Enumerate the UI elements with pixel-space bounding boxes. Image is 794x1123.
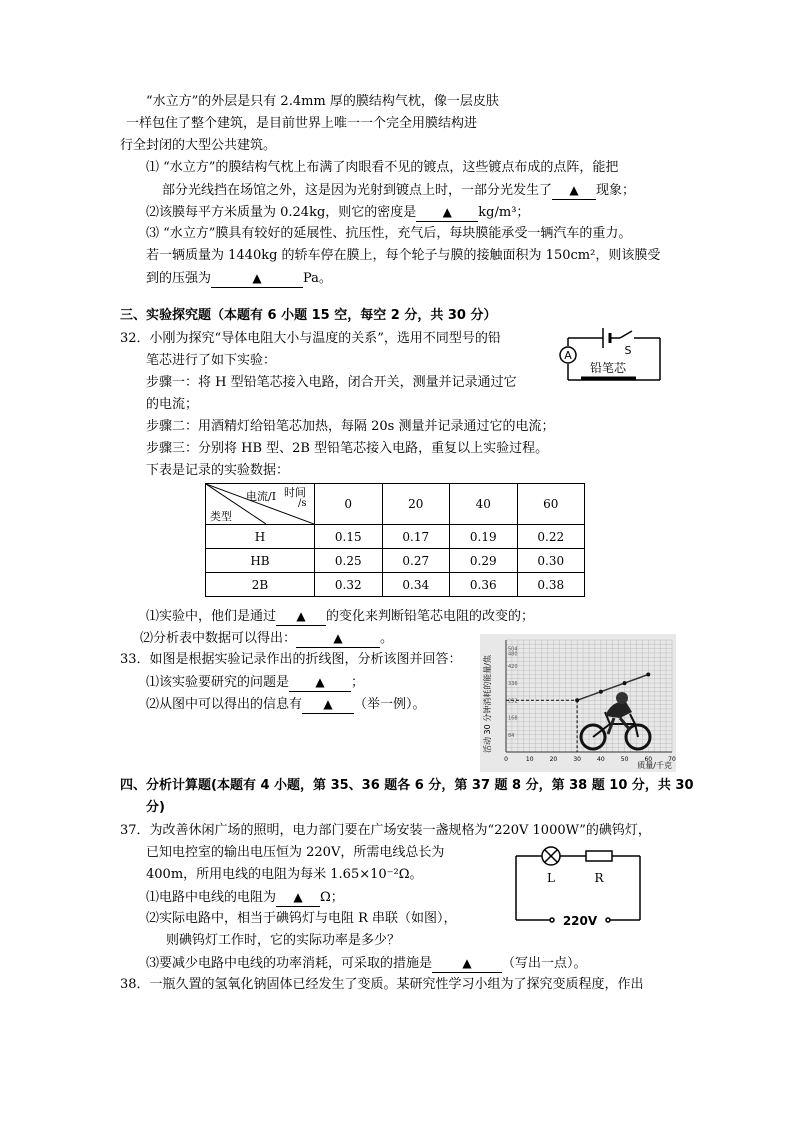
q32-line-5: 步骤二：用酒精灯给铅笔芯加热，每隔 20s 测量并记录通过它的电流；: [146, 419, 555, 434]
x-tick-label: 60: [644, 756, 653, 763]
intro-line-1: “水立方”的外层是只有 2.4mm 厚的膜结构气枕，像一层皮肤: [146, 94, 499, 109]
answer-blank[interactable]: [211, 270, 303, 288]
ammeter-label: A: [564, 349, 572, 362]
q32-line-4: 的电流；: [146, 397, 199, 412]
table-cell: 0.30: [517, 549, 585, 573]
table-cell: 0.38: [517, 573, 585, 597]
q32-line-7: 下表是记录的实验数据：: [146, 463, 290, 478]
table-cell: 0.29: [450, 549, 518, 573]
triangle-marker-icon: ▲: [333, 631, 343, 645]
answer-blank[interactable]: [276, 608, 326, 626]
table-cell: 0.22: [517, 525, 585, 549]
q33-a2-text: ⑵从图中可以得出的信息有: [146, 697, 303, 712]
row-type: H: [206, 525, 315, 549]
triangle-marker-icon: ▲: [296, 609, 306, 623]
intro-q3-text: 到的压强为: [146, 271, 212, 286]
triangle-marker-icon: ▲: [315, 675, 325, 689]
section-4-heading-2: 分): [146, 800, 165, 815]
table-cell: 0.34: [382, 573, 450, 597]
q37-answer-3: [146, 955, 587, 973]
table-row: [206, 525, 585, 549]
q33-line-1: 33．如图是根据实验记录作出的折线图，分析该图并回答：: [120, 652, 462, 667]
section-4-heading-1: 四、分析计算题(本题有 4 小题，第 35、36 题各 6 分，第 37 题 8 分，第 38 题 10 分，共 30: [120, 778, 694, 793]
answer-blank[interactable]: [552, 182, 596, 200]
data-point: [599, 690, 603, 694]
answer-blank[interactable]: [289, 674, 351, 692]
answer-blank[interactable]: [432, 955, 502, 973]
q32-a2-suffix: 。: [380, 631, 394, 646]
table-cell: 0.25: [315, 549, 383, 573]
q37-answer-2-line-a: ⑵实际电路中，相当于碘钨灯与电阻 R 串联（如图），: [146, 911, 457, 926]
table-cell: 0.27: [382, 549, 450, 573]
q33-a1-suffix: ；: [351, 675, 365, 690]
section-3-heading: 三、实验探究题（本题有 6 小题 15 空，每空 2 分，共 30 分）: [120, 308, 497, 323]
y-tick-label: 252: [508, 698, 518, 705]
triangle-marker-icon: ▲: [442, 205, 452, 219]
q37-answer-2-line-b: 则碘钨灯工作时，它的实际功率是多少？: [166, 933, 401, 948]
intro-q2-text: ⑵该膜每平方米质量为 0.24kg，则它的密度是: [146, 205, 417, 220]
triangle-marker-icon: ▲: [569, 183, 579, 197]
q37-line-3: 400m，所用电线的电阻为每米 1.65×10⁻²Ω。: [146, 867, 423, 882]
intro-q3-line-c: [146, 270, 332, 288]
data-point: [646, 672, 650, 676]
time-header: 40: [450, 484, 518, 525]
q37-answer-1: [146, 889, 344, 907]
q32-a1-text: ⑴实验中，他们是通过: [146, 609, 277, 624]
intro-line-3: 行全封闭的大型公共建筑。: [120, 138, 277, 153]
time-header: 60: [517, 484, 585, 525]
corner-time-label: 时间: [284, 486, 306, 499]
intro-q2-line: [146, 204, 529, 222]
x-tick-label: 10: [525, 756, 534, 763]
y-tick-label: 504: [508, 646, 518, 653]
table-cell: 0.32: [315, 573, 383, 597]
intro-q3-line-b: 若一辆质量为 1440kg 的轿车停在膜上，每个轮子与膜的接触面积为 150cm²，则该膜受: [146, 248, 661, 263]
intro-q1-suffix: 现象；: [596, 183, 636, 198]
x-tick-label: 20: [549, 756, 558, 763]
q37-a1-text: ⑴电路中电线的电阻为: [146, 890, 277, 905]
row-type: HB: [206, 549, 315, 573]
q32-circuit-diagram: [548, 322, 670, 384]
switch-label: S: [624, 344, 632, 357]
q33-a2-suffix: （举一例）。: [354, 697, 426, 712]
corner-type-label: 类型: [210, 510, 232, 523]
triangle-marker-icon: ▲: [323, 697, 333, 711]
q32-data-table: [205, 483, 585, 597]
data-point: [623, 681, 627, 685]
answer-blank[interactable]: [302, 696, 354, 714]
q32-answer-1: [146, 608, 534, 626]
y-tick-label: 480: [508, 651, 518, 658]
triangle-marker-icon: ▲: [462, 956, 472, 970]
q37-a3-text: ⑶要减少电路中电线的功率消耗，可采取的措施是: [146, 956, 433, 971]
answer-blank[interactable]: [296, 630, 380, 648]
q32-line-3: 步骤一：将 H 型铅笔芯接入电路，闭合开关，测量并记录通过它: [146, 375, 517, 390]
table-cell: 0.36: [450, 573, 518, 597]
corner-current-label: 电流/I: [246, 490, 277, 503]
q38-line-1: 38．一瓶久置的氢氧化钠固体已经发生了变质。某研究性学习小组为了探究变质程度，作出: [120, 977, 644, 992]
x-tick-label: 70: [668, 756, 676, 763]
q33-answer-2: [146, 696, 426, 714]
table-row: [206, 573, 585, 597]
x-tick-label: 30: [573, 756, 581, 763]
table-cell: 0.19: [450, 525, 518, 549]
answer-blank[interactable]: [416, 204, 478, 222]
y-tick-label: 336: [508, 681, 518, 688]
intro-q1-text: 部分光线挡在场馆之外，这是因为光射到镀点上时，一部分光发生了: [162, 183, 553, 198]
x-axis-label: 质量/千克: [637, 761, 672, 770]
data-point: [575, 698, 579, 702]
table-cell: 0.15: [315, 525, 383, 549]
table-corner-cell: [206, 484, 315, 525]
x-tick-label: 50: [620, 756, 629, 763]
y-axis-label: 活动 30 分钟消耗的能量/焦: [483, 655, 492, 753]
table-row: [206, 549, 585, 573]
q32-line-2: 笔芯进行了如下实验：: [146, 353, 277, 368]
lamp-label: L: [547, 871, 555, 885]
q32-line-1: 32．小刚为探究“导体电阻大小与温度的关系”，选用不同型号的铅: [120, 331, 501, 346]
x-tick-label: 40: [597, 756, 605, 763]
triangle-marker-icon: ▲: [252, 271, 262, 285]
time-header: 20: [382, 484, 450, 525]
pencil-label: 铅笔芯: [589, 361, 627, 375]
q37-line-2: 已知电控室的输出电压恒为 220V，所需电线总长为: [146, 845, 445, 860]
q37-line-1: 37．为改善休闲广场的照明，电力部门要在广场安装一盏规格为“220V 1000W”的碘钨灯，: [120, 823, 651, 838]
intro-q3-unit: Pa。: [303, 271, 332, 286]
q32-a2-text: ⑵分析表中数据可以得出：: [140, 631, 297, 646]
voltage-label: 220V: [562, 914, 598, 928]
intro-q2-unit: kg/m³；: [478, 205, 530, 220]
y-tick-label: 168: [508, 715, 518, 722]
y-tick-label: 420: [508, 663, 518, 670]
q37-a1-unit: Ω；: [320, 890, 344, 905]
resistor-label: R: [594, 871, 604, 885]
time-header: 0: [315, 484, 383, 525]
intro-line-2: 一样包住了整个建筑，是目前世界上唯一一个完全用膜结构进: [126, 116, 478, 131]
table-cell: 0.17: [382, 525, 450, 549]
q32-line-6: 步骤三：分别将 HB 型、2B 型铅笔芯接入电路，重复以上实验过程。: [146, 441, 549, 456]
intro-q1-line-a: ⑴ “水立方”的膜结构气枕上布满了肉眼看不见的镀点，这些镀点布成的点阵，能把: [146, 160, 619, 175]
q37-a3-suffix: （写出一点）。: [502, 956, 587, 971]
triangle-marker-icon: ▲: [293, 890, 303, 904]
y-tick-label: 84: [508, 732, 515, 739]
q33-a1-text: ⑴该实验要研究的问题是: [146, 675, 290, 690]
intro-q3-line-a: ⑶ “水立方”膜具有较好的延展性、抗压性，充气后，每块膜能承受一辆汽车的重力。: [146, 226, 632, 241]
q37-circuit-diagram: [510, 840, 648, 930]
intro-q1-line-b: [162, 182, 635, 200]
q32-a1-suffix: 的变化来判断铅笔芯电阻的改变的；: [326, 609, 535, 624]
x-tick-label: 0: [504, 756, 508, 763]
q32-answer-2: [140, 630, 393, 648]
q33-answer-1: [146, 674, 364, 692]
q33-line-graph: [480, 634, 676, 772]
answer-blank[interactable]: [276, 889, 320, 907]
corner-unit-label: /s: [298, 498, 307, 509]
row-type: 2B: [206, 573, 315, 597]
